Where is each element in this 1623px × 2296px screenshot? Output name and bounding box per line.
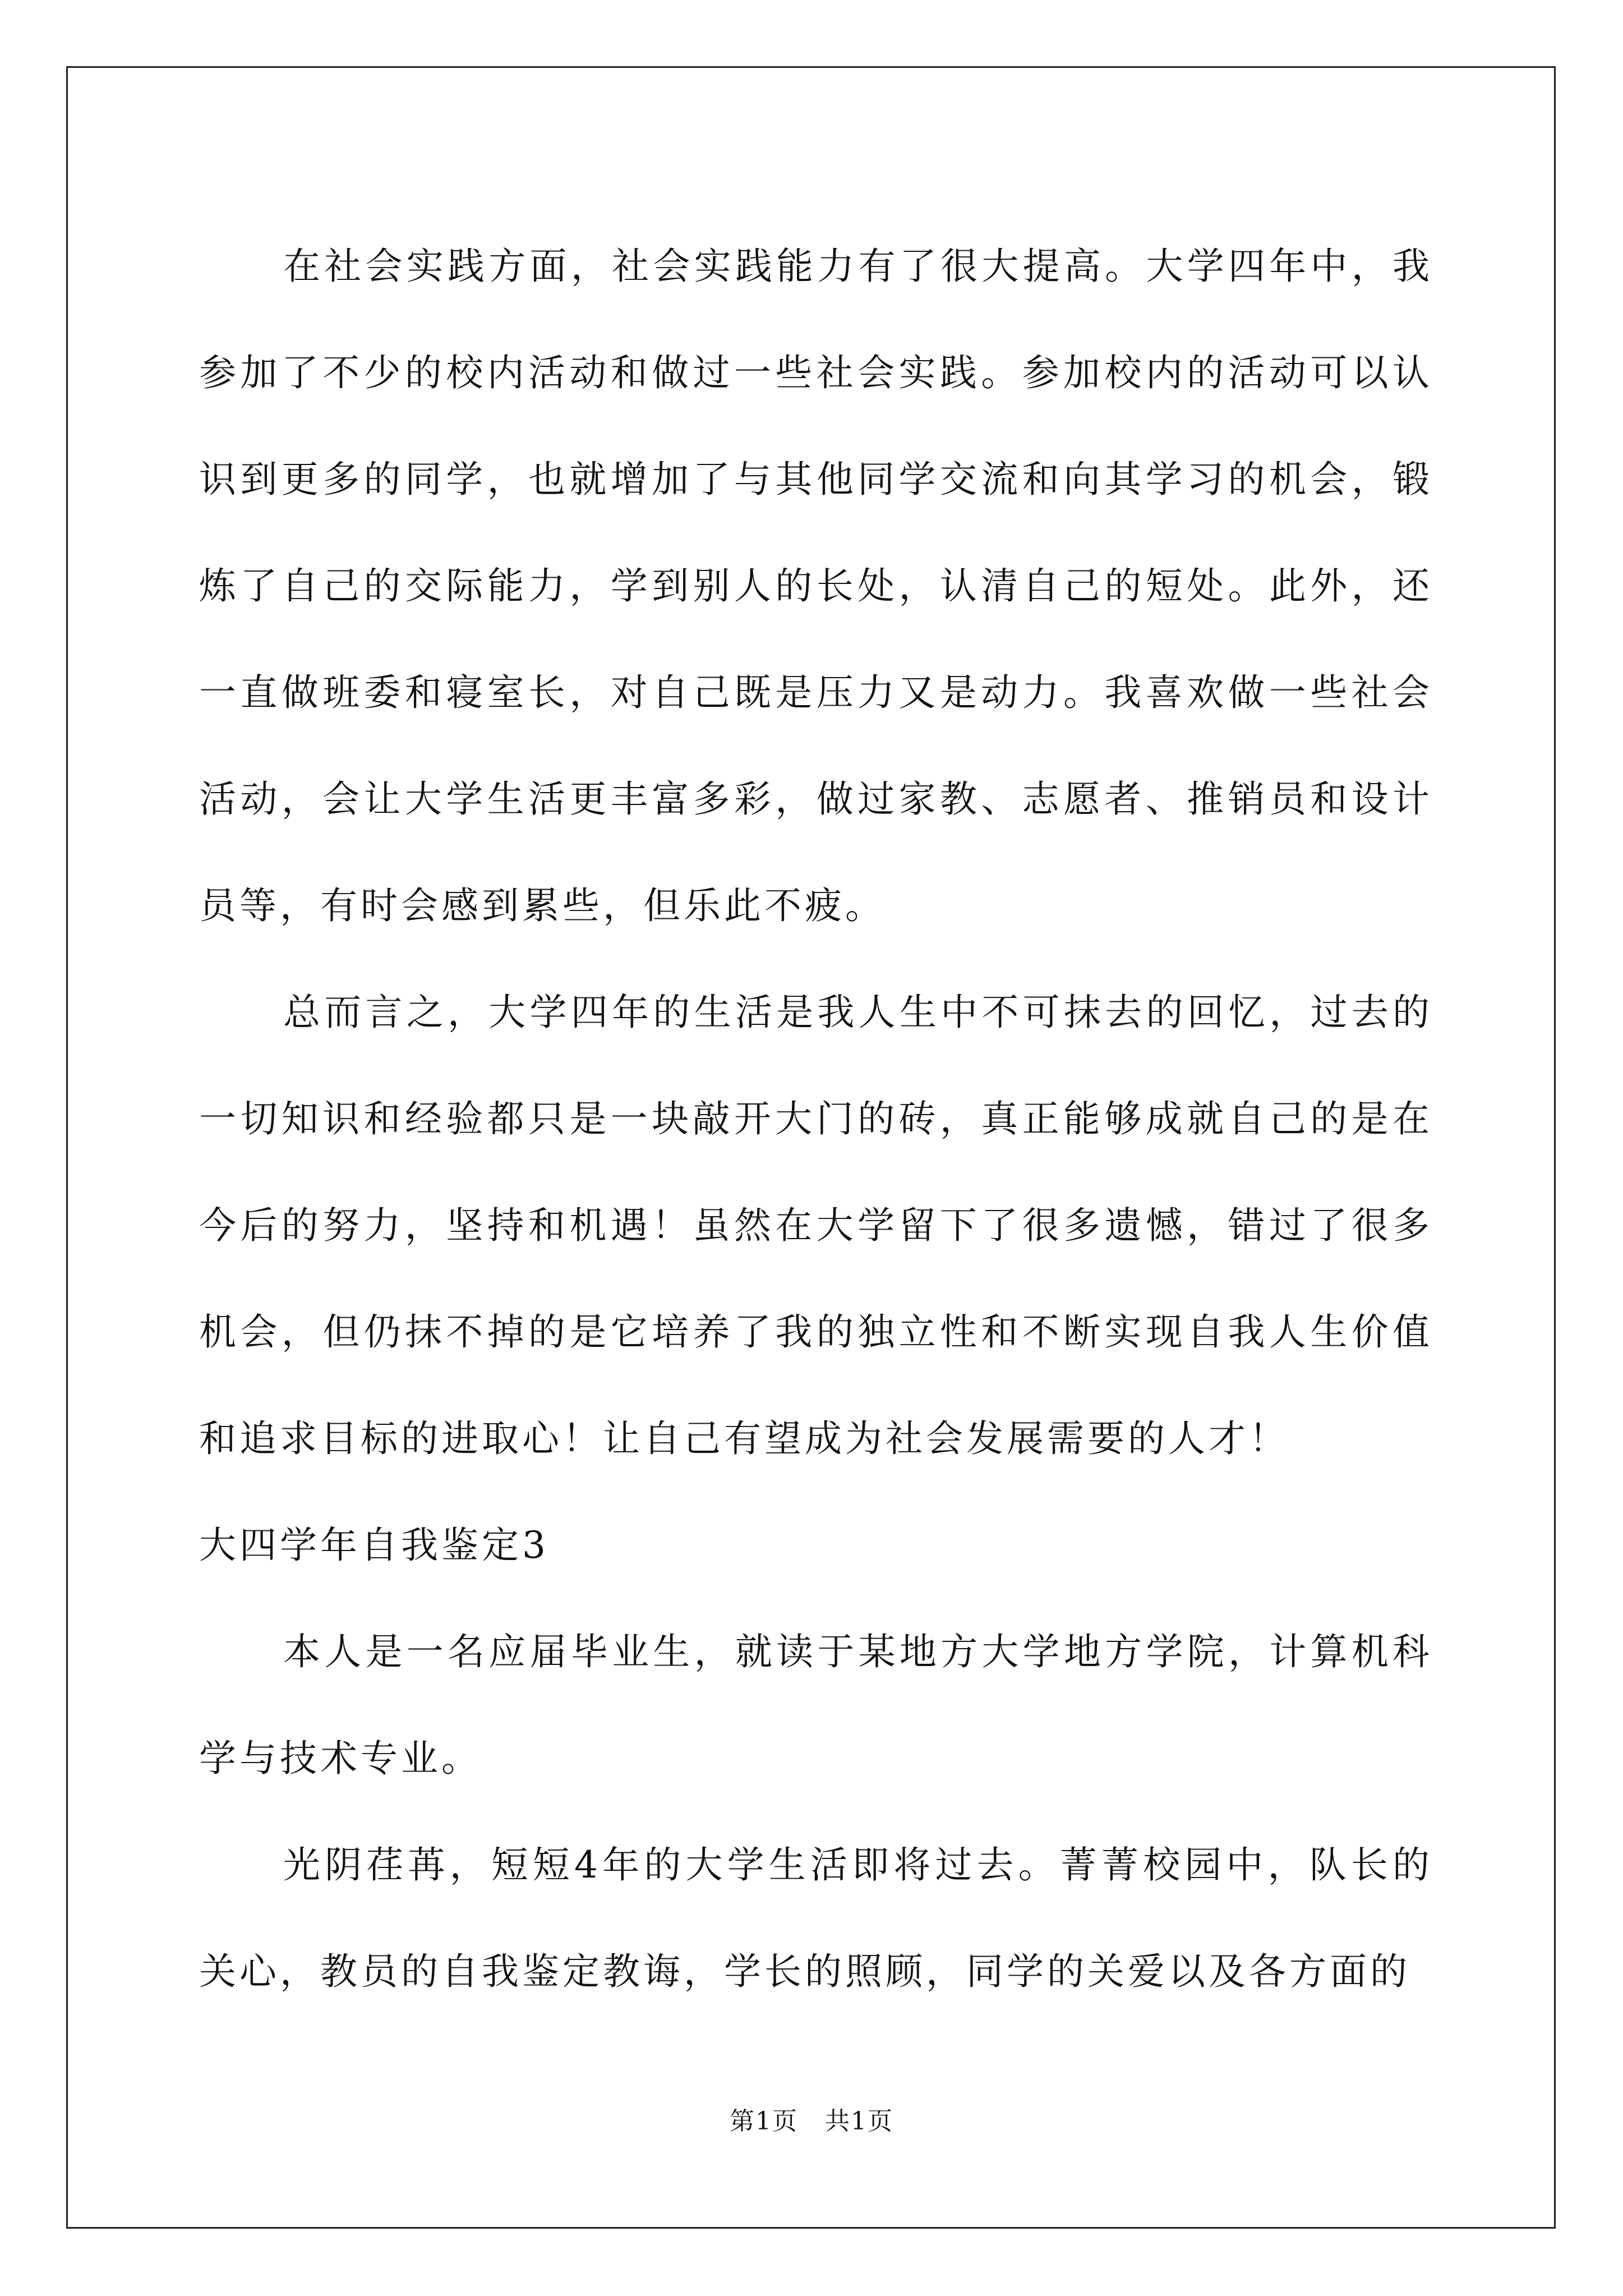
page-total: 共1页 bbox=[825, 2107, 893, 2136]
paragraph-social-practice: 在社会实践方面，社会实践能力有了很大提高。大学四年中，我参加了不少的校内活动和做过一些社会实践。参加校内的活动可以认识到更多的同学，也就增加了与其他同学交流和向其学习的机会，锻炼了自己的交际能力，学到别人的长处，认清自己的短处。此外，还一直做班委和寝室长，对自己既是压力又是动力。我喜欢做一些社会活动，会让大学生活更丰富多彩，做过家教、志愿者、推销员和设计员等，有时会感到累些，但乐此不疲。 bbox=[199, 245, 1433, 927]
document-body bbox=[199, 213, 1433, 2025]
page-footer bbox=[0, 2101, 1623, 2137]
section-heading: 大四学年自我鉴定3 bbox=[199, 1524, 549, 1567]
page-number: 第1页 bbox=[730, 2107, 798, 2136]
paragraph-summary: 总而言之，大学四年的生活是我人生中不可抹去的回忆，过去的一切知识和经验都只是一块敲开大门的砖，真正能够成就自己的是在今后的努力，坚持和机遇！虽然在大学留下了很多遗憾，错过了很多机会，但仍抹不掉的是它培养了我的独立性和不断实现自我人生价值和追求目标的进取心！让自己有望成为社会发展需要的人才！ bbox=[199, 991, 1433, 1460]
paragraph-time-passes: 光阴荏苒，短短4年的大学生活即将过去。菁菁校园中，队长的关心，教员的自我鉴定教诲，学长的照顾，同学的关爱以及各方面的 bbox=[199, 1843, 1433, 1993]
paragraph-introduction: 本人是一名应届毕业生，就读于某地方大学地方学院，计算机科学与技术专业。 bbox=[199, 1630, 1433, 1780]
